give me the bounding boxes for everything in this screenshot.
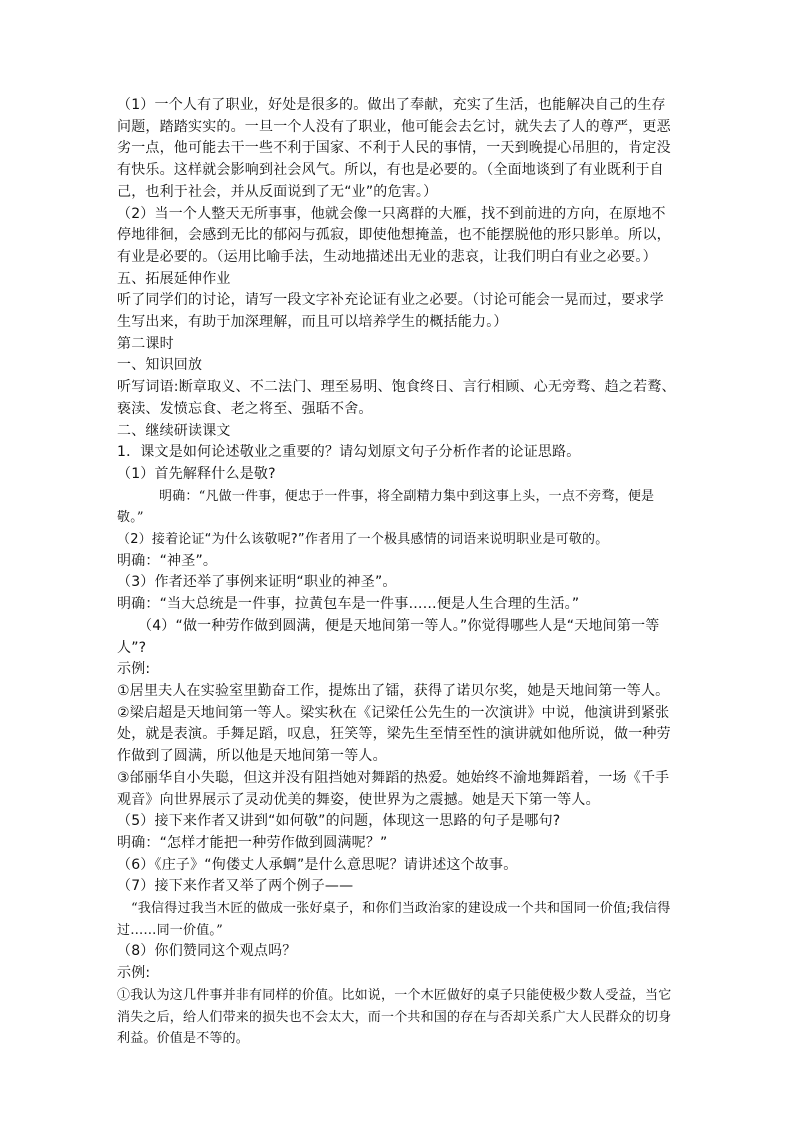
example-liang-qichao: ②梁启超是天地间第一等人。梁实秋在《记梁任公先生的一次演讲》中说，他演讲到紧张处，就是表演。手舞足蹈，叹息，狂笑等，梁先生至情至性的演讲就如他所说，做一种劳作做到了圆满，所以他是天地间第一等人。	[117, 704, 671, 765]
question-1-4: （4）“做一种劳作做到圆满，便是天地间第一等人。”你觉得哪些人是“天地间第一等人”?	[117, 617, 660, 656]
document-page	[117, 95, 677, 1050]
question-1-3: （3）作者还举了事例来证明“职业的神圣”。	[117, 574, 397, 591]
paragraph-dictation-words: 听写词语:断章取义、不二法门、理至易明、饱食终日、言行相顾、心无旁骛、趋之若鹜、亵渎、发愤忘食、老之将至、强聒不舍。	[117, 379, 676, 417]
answer-1-1: 明确：“凡做一件事，便忠于一件事，将全副精力集中到这事上头，一点不旁骛，便是敬。”	[117, 488, 655, 526]
answer-1-5: 明确：“怎样才能把一种劳作做到圆满呢？”	[117, 834, 388, 851]
example-tai-lihua: ③邰丽华自小失聪，但这并没有阻挡她对舞蹈的热爱。她始终不渝地舞蹈着，一场《千手观音》向世界展示了灵动优美的舞姿，使世界为之震撼。她是天下第一等人。	[117, 769, 670, 808]
paragraph-idle-person: （2）当一个人整天无所事事，他就会像一只离群的大雁，找不到前进的方向，在原地不停地徘徊，会感到无比的郁闷与孤寂，即使他想掩盖，也不能摆脱他的形只影单。所以，有业是必要的。（运用比喻手法，生动地描述出无业的悲哀，让我们明白有业之必要。）	[117, 205, 671, 265]
example-label-2: 示例:	[117, 965, 151, 982]
paragraph-have-job-benefits: （1）一个人有了职业，好处是很多的。做出了奉献，充实了生活，也能解决自己的生存问题，踏踏实实的。一旦一个人没有了职业，他可能会去乞讨，就失去了人的尊严，更恶劣一点，他可能去干一些不利于国家、不利于人民的事情，一天到晚提心吊胆的，肯定没有快乐。这样就会影响到社会风气。所以，有也是必要的。（全面地谈到了有业既利于自己，也利于社会，并从反面说到了无“业”的危害。）	[117, 97, 671, 200]
heading-lesson-two: 第二课时	[117, 335, 174, 352]
question-1-2: （2）接着论证“为什么该敬呢?”作者用了一个极具感情的词语来说明职业是可敬的。	[117, 532, 609, 548]
heading-extension-homework: 五、拓展延伸作业	[117, 270, 231, 287]
heading-knowledge-review: 一、知识回放	[117, 357, 203, 374]
answer-1-2: 明确：“神圣”。	[117, 552, 218, 569]
heading-continue-reading: 二、继续研读课文	[117, 422, 231, 439]
question-1-7: （7）接下来作者又举了两个例子——	[117, 878, 354, 895]
answer-1-3: 明确：“当大总统是一件事，拉黄包车是一件事……便是人生合理的生活。”	[117, 596, 580, 613]
question-1-1: （1）首先解释什么是敬?	[117, 465, 276, 482]
answer-1-7: “我信得过我当木匠的做成一张好桌子，和你们当政治家的建设成一个共和国同一价值;我信得过……同一价值。”	[117, 901, 671, 938]
question-1-6: （6）《庄子》“佝偻丈人承蜩”是什么意思呢？请讲述这个故事。	[117, 856, 518, 873]
question-1-8: （8）你们赞同这个观点吗？	[117, 943, 297, 960]
question-1-5: （5）接下来作者又讲到“如何敬”的问题，体现这一思路的句子是哪句?	[117, 813, 561, 830]
question-1: 1．课文是如何论述敬业之重要的？请勾划原文句子分析作者的论证思路。	[117, 444, 581, 461]
paragraph-homework-instructions: 听了同学们的讨论，请写一段文字补充论证有业之必要。（讨论可能会一晃而过，要求学生写出来，有助于加深理解，而且可以培养学生的概括能力。）	[117, 292, 664, 331]
example-label-1: 示例:	[117, 661, 151, 678]
example-value-argument: ①我认为这几件事并非有同样的价值。比如说，一个木匠做好的桌子只能使极少数人受益，当它消失之后，给人们带来的损失也不会太大，而一个共和国的存在与否却关系广大人民群众的切身利益。价值是不等的。	[117, 987, 672, 1047]
example-curie: ①居里夫人在实验室里勤奋工作，提炼出了镭，获得了诺贝尔奖，她是天地间第一等人。	[117, 682, 670, 699]
